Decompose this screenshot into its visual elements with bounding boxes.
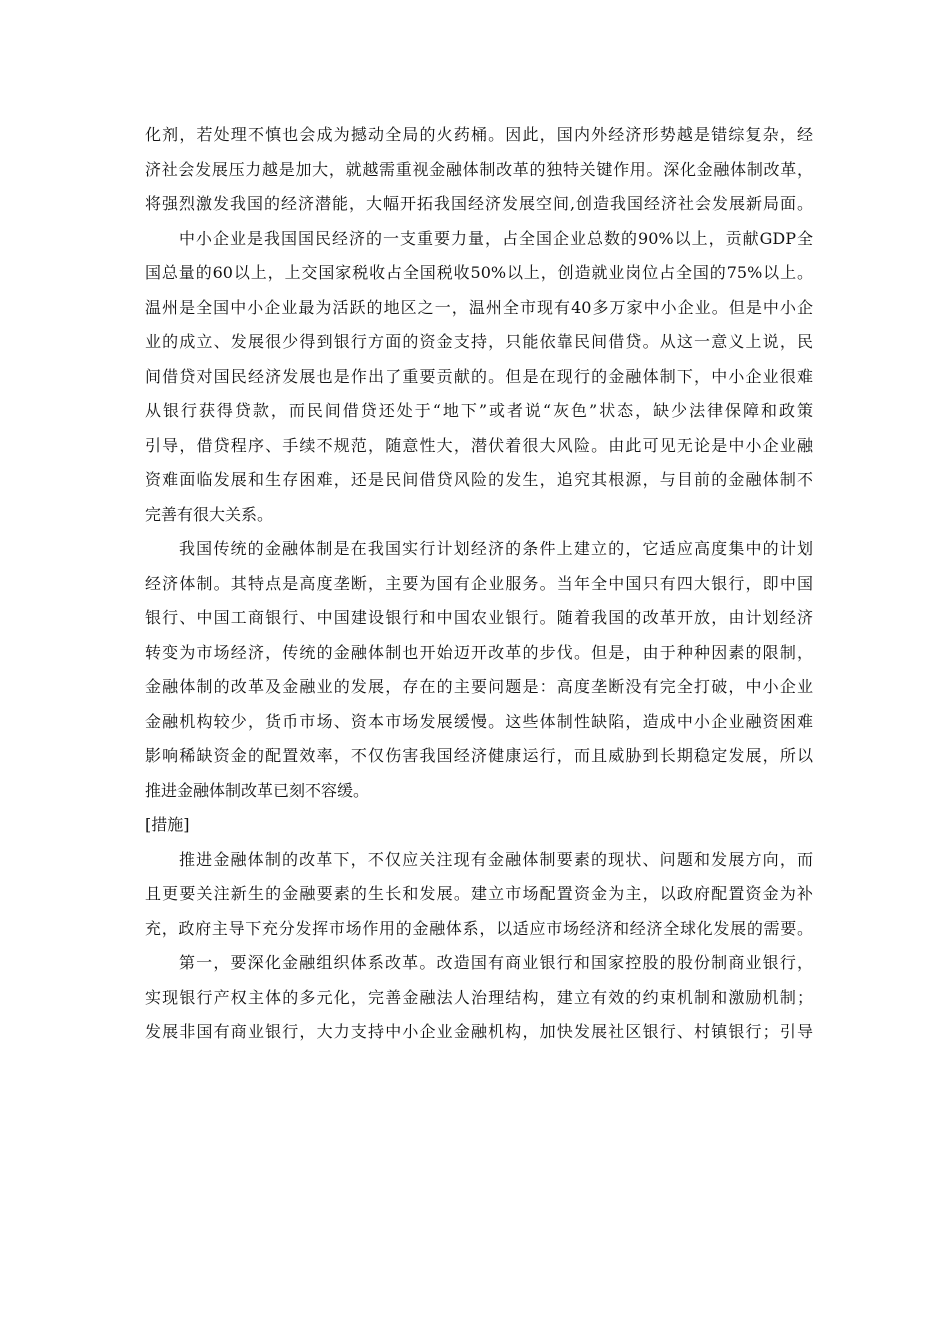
paragraph xyxy=(145,843,813,947)
text-line: 完善有很大关系。 xyxy=(145,504,274,524)
text-line: 且更要关注新生的金融要素的生长和发展。建立市场配置资金为主，以政府配置资金为补 xyxy=(145,884,813,903)
text-line: 从银行获得贷款，而民间借贷还处于“地下”或者说“灰色”状态，缺少法律保障和政策 xyxy=(145,401,813,420)
text-line: 国总量的60以上，上交国家税收占全国税收50%以上，创造就业岗位占全国的75%以上。 xyxy=(145,263,813,282)
text-line: 实现银行产权主体的多元化，完善金融法人治理结构，建立有效的约束机制和激励机制； xyxy=(145,987,813,1007)
paragraph xyxy=(145,222,813,533)
text-line: 发展非国有商业银行，大力支持中小企业金融机构，加快发展社区银行、村镇银行；引导 xyxy=(145,1022,813,1041)
text-line: 金融机构较少，货币市场、资本市场发展缓慢。这些体制性缺陷，造成中小企业融资困难 xyxy=(145,711,813,731)
text-line: 我国传统的金融体制是在我国实行计划经济的条件上建立的，它适应高度集中的计划 xyxy=(179,539,813,558)
text-line: 引导，借贷程序、手续不规范，随意性大，潜伏着很大风险。由此可见无论是中小企业融 xyxy=(145,435,813,455)
text-line: 业的成立、发展很少得到银行方面的资金支持，只能依靠民间借贷。从这一意义上说，民 xyxy=(145,332,813,351)
text-line: 温州是全国中小企业最为活跃的地区之一，温州全市现有40多万家中小企业。但是中小企 xyxy=(145,297,813,317)
text-line: 化剂，若处理不慎也会成为撼动全局的火药桶。因此，国内外经济形势越是错综复杂，经 xyxy=(145,125,813,144)
text-line: 金融体制的改革及金融业的发展，存在的主要问题是：高度垄断没有完全打破，中小企业 xyxy=(145,677,813,696)
text-line: 中小企业是我国国民经济的一支重要力量，占全国企业总数的90%以上，贡献GDP全 xyxy=(179,228,813,248)
section-heading xyxy=(145,808,813,843)
text-line: 推进金融体制改革已刻不容缓。 xyxy=(145,780,370,800)
paragraph xyxy=(145,532,813,808)
text-line: 转变为市场经济，传统的金融体制也开始迈开改革的步伐。但是，由于种种因素的限制， xyxy=(145,642,813,662)
text-line: 间借贷对国民经济发展也是作出了重要贡献的。但是在现行的金融体制下，中小企业很难 xyxy=(145,366,813,386)
text-line: 第一，要深化金融组织体系改革。改造国有商业银行和国家控股的股份制商业银行， xyxy=(179,953,813,972)
paragraph xyxy=(145,946,813,1050)
section-heading-text: [措施] xyxy=(145,815,190,834)
text-line: 影响稀缺资金的配置效率，不仅伤害我国经济健康运行，而且威胁到长期稳定发展，所以 xyxy=(145,746,813,765)
text-line: 推进金融体制的改革下，不仅应关注现有金融体制要素的现状、问题和发展方向，而 xyxy=(179,849,813,869)
text-line: 资难面临发展和生存困难，还是民间借贷风险的发生，追究其根源，与目前的金融体制不 xyxy=(145,470,813,489)
text-line: 将强烈激发我国的经济潜能，大幅开拓我国经济发展空间,创造我国经济社会发展新局面。 xyxy=(145,194,813,213)
paragraph xyxy=(145,118,813,222)
text-line: 经济体制。其特点是高度垄断，主要为国有企业服务。当年全中国只有四大银行，即中国 xyxy=(145,573,813,593)
text-line: 充，政府主导下充分发挥市场作用的金融体系，以适应市场经济和经济全球化发展的需要。 xyxy=(145,918,813,938)
text-line: 银行、中国工商银行、中国建设银行和中国农业银行。随着我国的改革开放，由计划经济 xyxy=(145,608,813,627)
document-body xyxy=(145,118,813,1050)
text-line: 济社会发展压力越是加大，就越需重视金融体制改革的独特关键作用。深化金融体制改革， xyxy=(145,159,813,179)
